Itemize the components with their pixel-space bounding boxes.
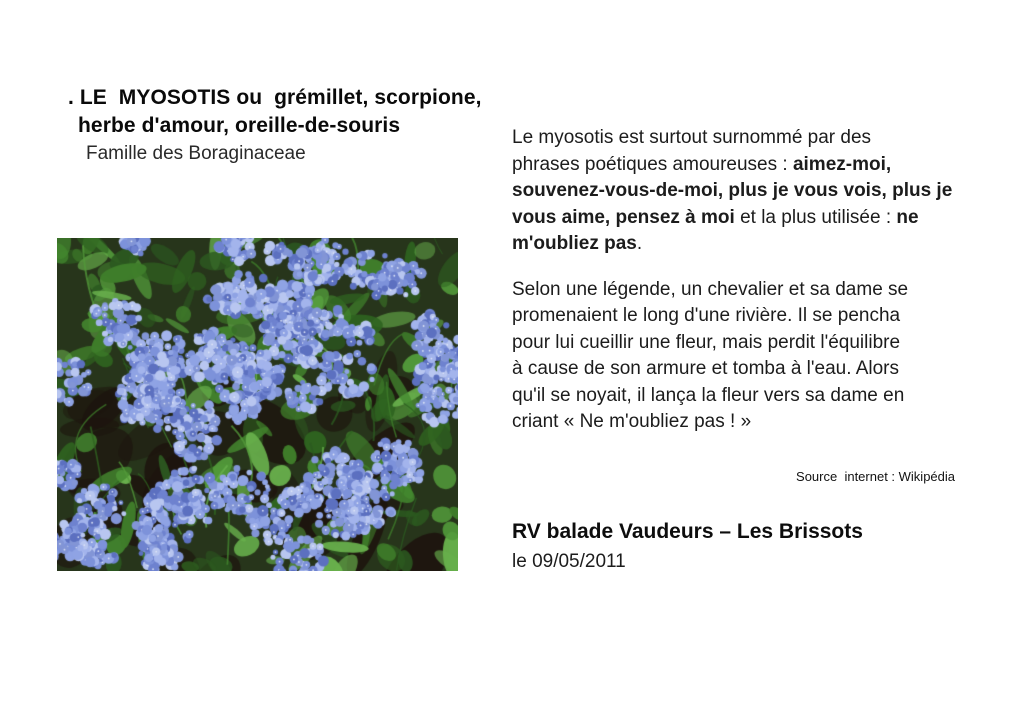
title-block [68,84,482,168]
footer-event-line: RV balade Vaudeurs – Les Brissots [512,519,863,543]
title-line-2: herbe d'amour, oreille-de-souris [78,114,401,137]
title-subtitle-family: Famille des Boraginaceae [86,143,306,164]
footer-date-line: le 09/05/2011 [512,550,626,572]
body-text-column [512,125,955,577]
paragraph-surnoms: Le myosotis est surtout surnommé par des phrases poétiques amoureuses : aimez-moi, souvenez-vous-de-moi, plus je vous vois, plus je vous aime, pensez à moi et la plus utilisée : ne m'oubliez pas. [512,127,953,254]
paragraph-legende: Selon une légende, un chevalier et sa dame se promenaient le long d'une rivière. Il se pencha pour lui cueillir une fleur, mais perdit l'équilibre à cause de son armure et tomba à l'eau. Alors qu'il se noyait, il lança la fleur vers sa dame en criant « Ne m'oubliez pas ! » [512,278,909,432]
title-line-1: . LE MYOSOTIS ou grémillet, scorpione, [68,86,482,109]
footer-block [512,517,955,577]
source-credit: Source internet : Wikipédia [796,468,955,484]
myosotis-photo [57,238,458,571]
